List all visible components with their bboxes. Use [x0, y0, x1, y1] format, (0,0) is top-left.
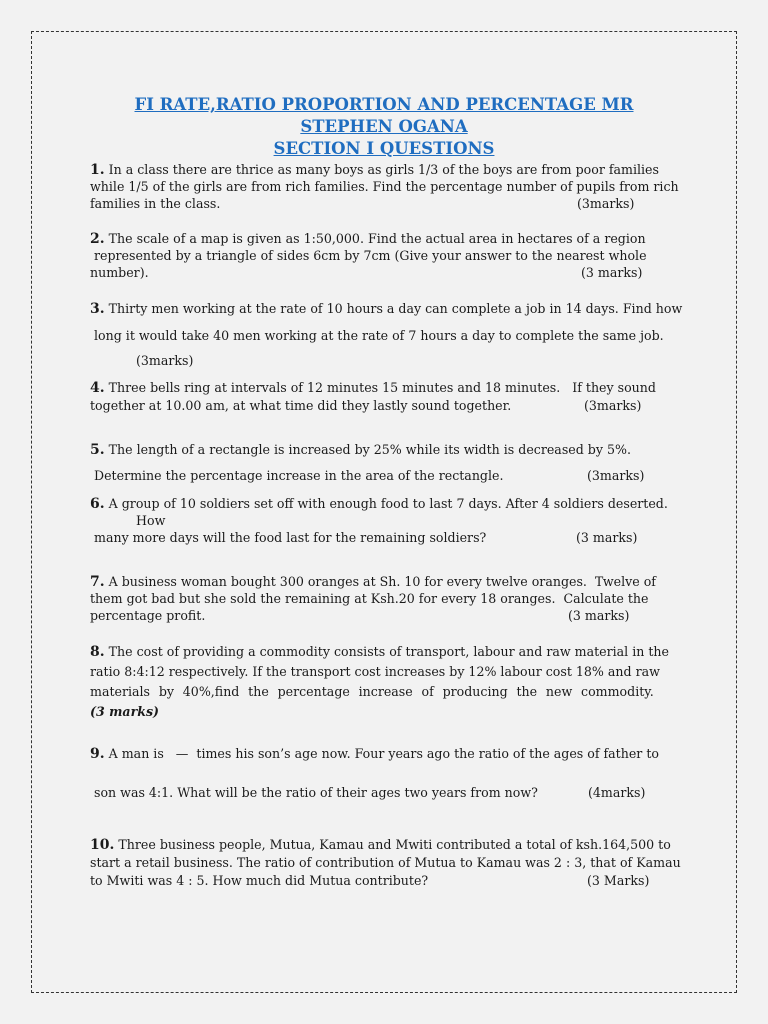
q8-number: 8. [90, 644, 105, 660]
q7-line-2: them got bad but she sold the remaining at Ksh.20 for every 18 oranges. Calculate the [90, 591, 649, 606]
q9-line-2: son was 4:1. What will be the ratio of their ages two years from now? (4marks) [90, 785, 646, 800]
title-line-2: STEPHEN OGANA [300, 117, 468, 136]
q3-line-1: 3. Thirty men working at the rate of 10 hours a day can complete a job in 14 days. Find how [90, 301, 683, 317]
q6-line-3: many more days will the food last for the remaining soldiers? (3 marks) [90, 530, 638, 545]
q4-number: 4. [90, 380, 105, 396]
q3-line-2: long it would take 40 men working at the rate of 7 hours a day to complete the same job. [90, 328, 664, 343]
q6-line-2: How [136, 513, 166, 528]
q7-marks: (3 marks) [568, 608, 630, 623]
q6-line-1: 6. A group of 10 soldiers set off with enough food to last 7 days. After 4 soldiers deserted. [90, 496, 668, 512]
q8-line-2: ratio 8:4:12 respectively. If the transport cost increases by 12% labour cost 18% and raw [90, 664, 660, 679]
q1-line-2: while 1/5 of the girls are from rich families. Find the percentage number of pupils from rich [90, 179, 679, 194]
q5-line-1: 5. The length of a rectangle is increased by 25% while its width is decreased by 5%. [90, 442, 631, 458]
q9-line-1: 9. A man is — times his son’s age now. Four years ago the ratio of the ages of father to [90, 746, 659, 762]
q4-line-2: together at 10.00 am, at what time did they lastly sound together. (3marks) [90, 398, 642, 413]
q9-number: 9. [90, 746, 105, 762]
q10-line-2: start a retail business. The ratio of contribution of Mutua to Kamau was 2 : 3, that of Kamau [90, 855, 681, 870]
q6-marks: (3 marks) [576, 530, 638, 545]
q5-marks: (3marks) [587, 468, 645, 483]
q10-number: 10. [90, 837, 115, 853]
q8-marks: (3 marks) [90, 704, 160, 719]
q10-line-1: 10. Three business people, Mutua, Kamau and Mwiti contributed a total of ksh.164,500 to [90, 837, 671, 853]
title-line-3: SECTION I QUESTIONS [273, 139, 495, 158]
q1-marks: (3marks) [577, 196, 635, 211]
q2-line-2: represented by a triangle of sides 6cm by 7cm (Give your answer to the nearest whole [90, 248, 647, 263]
q5-number: 5. [90, 442, 105, 458]
q7-line-3: percentage profit. (3 marks) [90, 608, 630, 623]
q4-marks: (3marks) [584, 398, 642, 413]
q8-line-3: materials by 40%,find the percentage increase of producing the new commodity. [90, 684, 654, 699]
q10-line-3: to Mwiti was 4 : 5. How much did Mutua contribute? (3 Marks) [90, 873, 650, 888]
q3-number: 3. [90, 301, 105, 317]
q9-marks: (4marks) [588, 785, 646, 800]
q10-marks: (3 Marks) [587, 873, 650, 888]
q7-number: 7. [90, 574, 105, 590]
q6-number: 6. [90, 496, 105, 512]
q1-line-1: 1. In a class there are thrice as many boys as girls 1/3 of the boys are from poor families [90, 162, 659, 178]
title-line-1: FI RATE,RATIO PROPORTION AND PERCENTAGE MR [134, 95, 634, 114]
q3-marks: (3marks) [136, 353, 194, 368]
q7-line-1: 7. A business woman bought 300 oranges at Sh. 10 for every twelve oranges. Twelve of [90, 574, 656, 590]
q5-line-2: Determine the percentage increase in the area of the rectangle. (3marks) [90, 468, 645, 483]
q2-line-3: number). (3 marks) [90, 265, 643, 280]
q2-number: 2. [90, 231, 105, 247]
q1-number: 1. [90, 162, 105, 178]
q4-line-1: 4. Three bells ring at intervals of 12 minutes 15 minutes and 18 minutes. If they sound [90, 380, 656, 396]
q1-line-3: families in the class. (3marks) [90, 196, 635, 211]
q8-line-1: 8. The cost of providing a commodity consists of transport, labour and raw material in the [90, 644, 669, 660]
q2-line-1: 2. The scale of a map is given as 1:50,000. Find the actual area in hectares of a region [90, 231, 646, 247]
q2-marks: (3 marks) [581, 265, 643, 280]
